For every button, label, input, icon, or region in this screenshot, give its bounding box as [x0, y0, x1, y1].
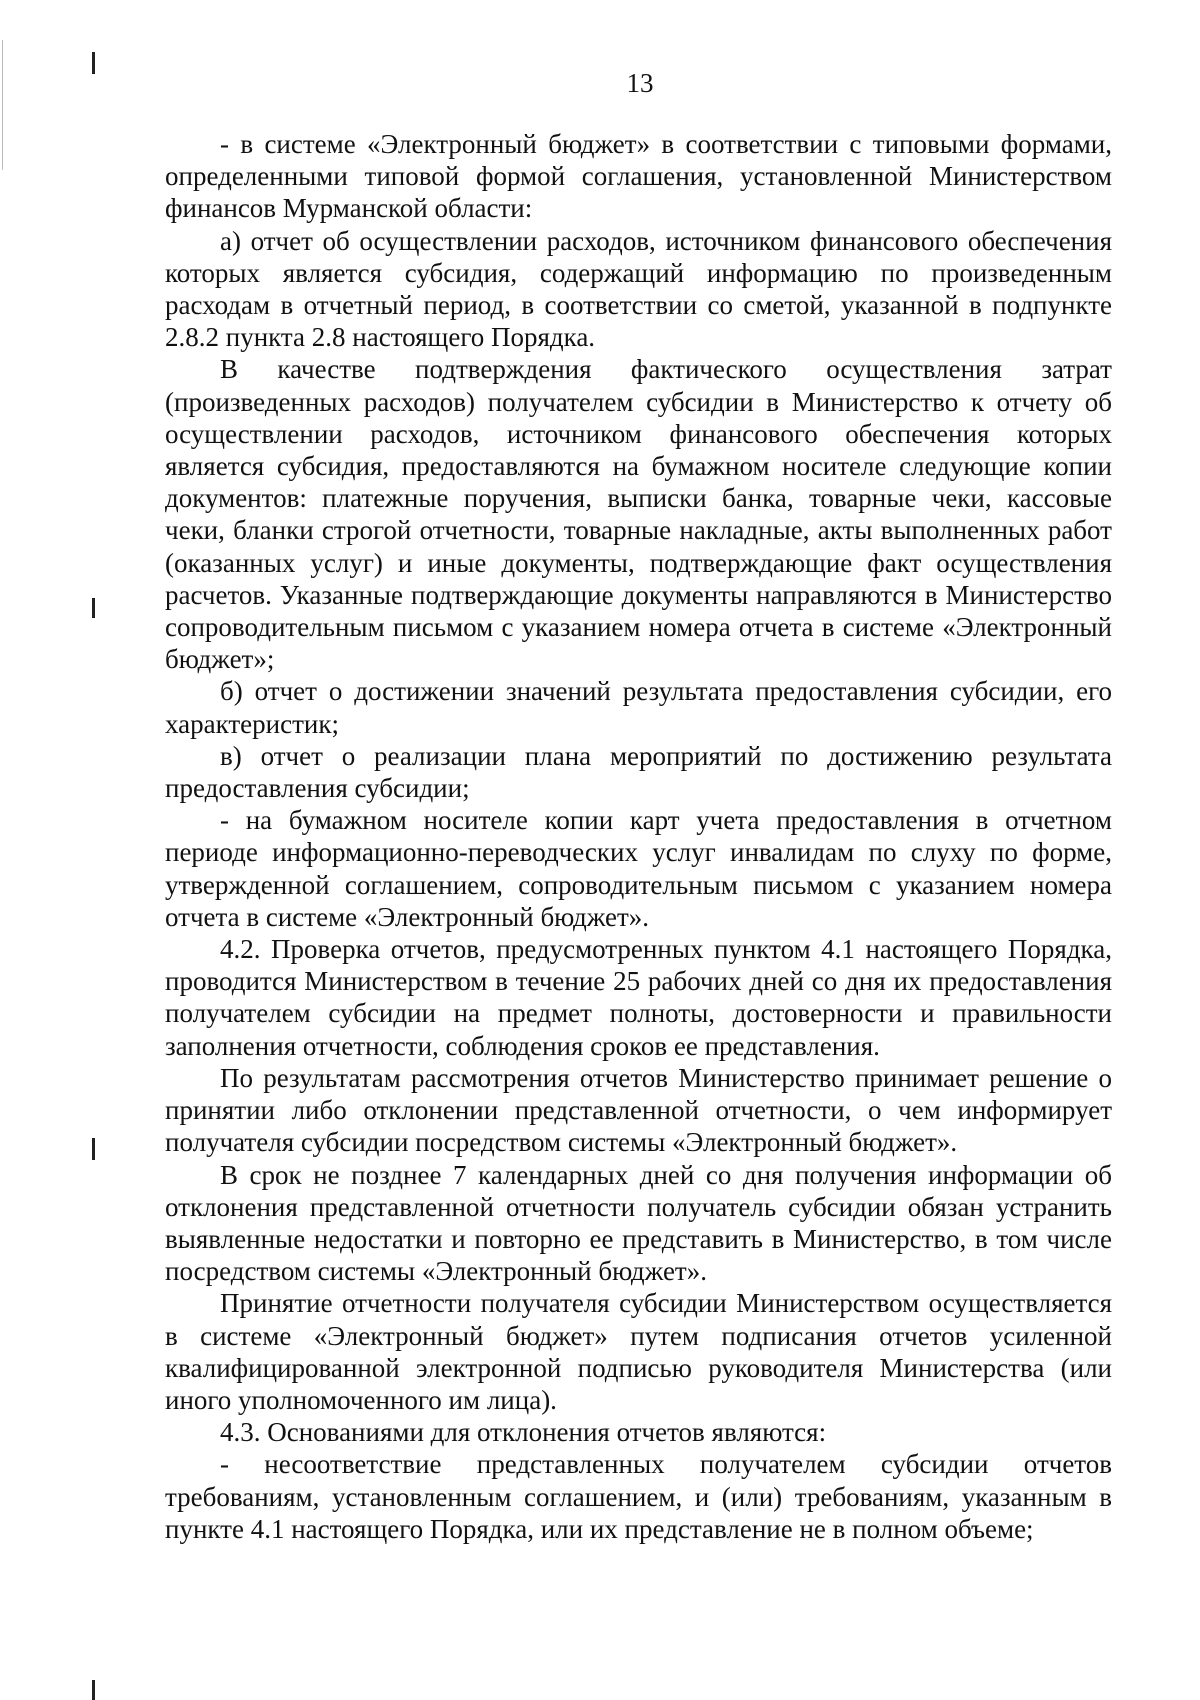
scan-margin-mark [92, 1680, 95, 1700]
paragraph-4-3-rejection-grounds: 4.3. Основаниями для отклонения отчетов являются: [220, 1417, 827, 1448]
paragraph-item-b-result-report: б) отчет о достижении значений результата предоставления субсидии, его характеристик; [165, 676, 1112, 739]
paragraph-acceptance-signature: Принятие отчетности получателя субсидии Министерством осуществляется в системе «Электронный бюджет» путем подписания отчетов усиленной квалифицированной электронной подписью руководителя Министерства (или иного уполномоченного им лица). [165, 1288, 1112, 1415]
paragraph-supporting-documents: В качестве подтверждения фактического осуществления затрат (произведенных расходов) получателем субсидии в Министерство к отчету об осуществлении расходов, источником финансового обеспечения которых является субсидия, предоставляются на бумажном носителе следующие копии документов: платежные поручения, выписки банка, товарные чеки, кассовые чеки, бланки строгой отчетности, товарные накладные, акты выполненных работ (оказанных услуг) и иные документы, подтверждающие факт осуществления расчетов. Указанные подтверждающие документы направляются в Министерство сопроводительным письмом с указанием номера отчета в системе «Электронный бюджет»; [165, 354, 1112, 675]
paragraph-item-c-action-plan-report: в) отчет о реализации плана мероприятий по достижению результата предоставления субсидии; [165, 740, 1112, 804]
page-number: 13 [626, 68, 654, 98]
scan-margin-mark [92, 598, 95, 618]
paragraph-4-2-report-check: 4.2. Проверка отчетов, предусмотренных пунктом 4.1 настоящего Порядка, проводится Министерством в течение 25 рабочих дней со дня их предоставления получателем субсидии на предмет полноты, достоверности и правильности заполнения отчетности, соблюдения сроков ее представления. [165, 934, 1112, 1061]
paragraph-review-decision: По результатам рассмотрения отчетов Министерство принимает решение о принятии либо отклонении представленной отчетности, о чем информирует получателя субсидии посредством системы «Электронный бюджет». [165, 1062, 1112, 1158]
paragraph-paper-copies: - на бумажном носителе копии карт учета предоставления в отчетном периоде информационно-переводческих услуг инвалидам по слуху по форме, утвержденной соглашением, сопроводительным письмом с указанием номера отчета в системе «Электронный бюджет». [165, 805, 1112, 932]
paragraph-electronic-budget-forms: - в системе «Электронный бюджет» в соответствии с типовыми формами, определенными типовой формой соглашения, установленной Министерством финансов Мурманской области: [165, 129, 1112, 224]
scan-edge-line [2, 40, 3, 170]
scan-margin-mark [92, 1138, 95, 1160]
document-body [165, 128, 1112, 1545]
paragraph-correction-deadline: В срок не позднее 7 календарных дней со дня получения информации об отклонения представленной отчетности получатель субсидии обязан устранить выявленные недостатки и повторно ее представить в Министерство, в том числе посредством системы «Электронный бюджет». [165, 1159, 1112, 1287]
paragraph-item-a-expenses-report: а) отчет об осуществлении расходов, источником финансового обеспечения которых является субсидия, содержащий информацию по произведенным расходам в отчетный период, в соответствии со сметой, указанной в подпункте 2.8.2 пункта 2.8 настоящего Порядка. [165, 225, 1112, 353]
paragraph-noncompliance: - несоответствие представленных получателем субсидии отчетов требованиям, установленным соглашением, и (или) требованиям, указанным в пункте 4.1 настоящего Порядка, или их представление не в полном объеме; [165, 1449, 1112, 1544]
